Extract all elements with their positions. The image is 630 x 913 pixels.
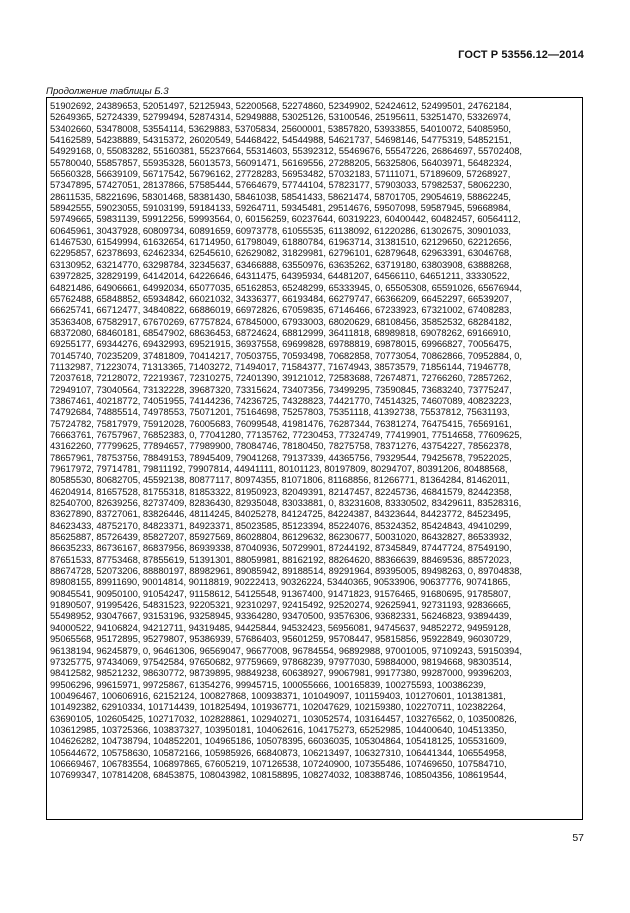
table-line: 87651533, 87753468, 87855619, 51391301, 88059981, 88162192, 88264620, 88366639, 88469536, 88572023, xyxy=(50,553,512,565)
table-line: 59749665, 59831139, 59912256, 59993564, 0, 60156259, 60237644, 60319223, 60400442, 60482457, 60564112, xyxy=(50,213,521,225)
table-line: 98412582, 98521232, 98630772, 98739895, 98849238, 60638927, 99067981, 99177380, 99287000, 99396203, xyxy=(50,667,512,679)
table-line: 52649365, 52724339, 52799494, 52874314, 52949888, 53025126, 53100546, 25195611, 53251470, 53326974, xyxy=(50,111,511,123)
table-line: 53402660, 53478008, 53554114, 53629883, 53705834, 25600001, 53857820, 53933855, 54010072, 54085950, xyxy=(50,122,511,134)
table-line: 94000522, 94106824, 94212711, 94319485, 94425844, 94532423, 56956081, 94745637, 94852272, 94959128, xyxy=(50,621,511,633)
table-line: 101492382, 62910334, 101714439, 101825494, 101936771, 102047629, 102159380, 102270711, 102382264, xyxy=(50,701,506,713)
document-standard-header: ГОСТ Р 53556.12—2014 xyxy=(458,49,584,61)
table-line: 57347895, 57427051, 28137866, 57585444, 57664679, 57744104, 57823177, 57903033, 57982537, 58062230, xyxy=(50,179,512,191)
table-line: 79617972, 79714781, 79811192, 79907814, 44941111, 80101123, 80197809, 80294707, 80391206, 80488568, xyxy=(50,463,508,474)
table-line: 95065568, 95172895, 95279807, 95386939, 57686403, 95601259, 95708447, 95815856, 95922849, 96030729, xyxy=(50,633,512,645)
table-line: 68372080, 68460181, 68547902, 68636453, 68724624, 68812999, 36411818, 68989818, 69078262, 69166910, xyxy=(50,326,511,338)
table-line: 86635233, 86736167, 86837956, 86939338, 87040936, 50729901, 87244192, 87345849, 87447724, 87549190, xyxy=(50,542,512,554)
table-line: 65762488, 65848852, 65934842, 66021032, 34336377, 66193484, 66279747, 66366209, 66452297, 66539207, xyxy=(50,292,512,304)
table-line: 89808155, 89911690, 90014814, 90118819, 90222413, 90326224, 53440365, 90533906, 90637776, 90741865, xyxy=(50,576,511,588)
table-line: 51902692, 24389653, 52051497, 52125943, 52200568, 52274860, 52349902, 52424612, 52499501, 24762184, xyxy=(50,100,512,111)
table-line: 78657961, 78753756, 78849153, 78945409, 79041268, 79137339, 44365756, 79329544, 79425678, 79522025, xyxy=(50,451,512,463)
table-line: 60645961, 30437928, 60809734, 60891659, 60973778, 61055535, 61138092, 61220286, 61302675, 30901033, xyxy=(50,224,511,236)
table-line: 97325775, 97434069, 97542584, 97650682, 97759669, 97868239, 97977030, 59884000, 98194668, 98303514, xyxy=(50,655,512,667)
table-line: 62295857, 62378693, 62462334, 62545610, 62629082, 31829981, 62796101, 62879648, 62963391, 63046768, xyxy=(50,247,512,259)
table-line: 103612985, 103725366, 103837327, 103950181, 104062616, 104175273, 65252985, 104400640, 104513350, xyxy=(50,723,507,735)
table-line: 56560328, 56639109, 56717542, 56796162, 27728283, 56953482, 57032183, 57111071, 57189609, 57268927, xyxy=(50,168,511,180)
table-line: 84623433, 48752170, 84823371, 84923371, 85023585, 85123394, 85224076, 85324352, 85424843, 49410299, xyxy=(50,519,512,531)
table-line: 73867461, 40218772, 74051955, 74144236, 74236725, 74328823, 74421770, 74514325, 74607089, 40823223, xyxy=(50,394,512,406)
table-line: 76663761, 76757967, 76852383, 0, 77041280, 77135762, 77230453, 77324749, 77419901, 77514658, 77609625, xyxy=(50,428,522,440)
table-line: 58942555, 59023055, 59103199, 59184133, 59264711, 59345481, 29514676, 59507098, 59587945, 59668984, xyxy=(50,202,511,214)
table-line: 75724782, 75817979, 75912028, 76005683, 76099548, 41981476, 76287344, 76381274, 76475415, 76569161, xyxy=(50,417,512,429)
table-line: 55498952, 93047667, 93153196, 93258945, 93364280, 93470500, 93576306, 93682331, 56246823, 93894439, xyxy=(50,610,512,622)
table-line: 80585530, 80682705, 45592138, 80877117, 80974355, 81071806, 81168856, 81266771, 81364284, 81462011, xyxy=(50,474,510,486)
table-line: 88674728, 52073206, 88880197, 88982961, 89085942, 89188514, 89291964, 89395005, 89498263, 0, 89704838, xyxy=(50,565,522,577)
table-line: 91890507, 91995426, 54831523, 92205321, 92310297, 92415492, 92520274, 92625941, 92731193, 92836665, xyxy=(50,599,511,611)
table-line: 104626282, 104738794, 104852201, 104965186, 105078395, 66036035, 105304864, 105418125, 105531609, xyxy=(50,735,507,747)
table-line: 85625887, 85726439, 85827207, 85927569, 86028804, 86129632, 86230677, 50031020, 86432827, 86533932, xyxy=(50,531,512,543)
table-line: 90845541, 90950100, 91054247, 91158612, 54125548, 91367400, 91471823, 91576465, 91680695, 91785807, xyxy=(50,587,511,599)
table-line: 106669467, 106783554, 106897865, 67605219, 107126538, 107240900, 107355486, 107469650, 107584710, xyxy=(50,757,507,769)
table-line: 35363408, 67582917, 67670269, 67757824, 67845000, 67933003, 68020629, 68108456, 35852532, 68284182, xyxy=(50,315,512,327)
table-line: 105644672, 105758630, 105872166, 105985926, 66840873, 106213497, 106327310, 106441344, 106554958, xyxy=(50,746,507,758)
table-line: 72949107, 73040564, 73132228, 39687320, 73315624, 73407356, 73499295, 73590845, 73683240, 73775247, xyxy=(50,383,512,395)
table-line: 66625741, 66712477, 34840822, 66886019, 66972826, 67059835, 67146466, 67233923, 67321002, 67408283, xyxy=(50,304,512,316)
table-line: 107699347, 107814208, 68453875, 108043982, 108158895, 108274032, 108388746, 108504356, 108619544, xyxy=(50,769,507,781)
table-line: 71132987, 71223074, 71313365, 71403272, 71494017, 71584377, 71674943, 38573579, 71856144, 71946778, xyxy=(50,360,511,372)
table-line: 54929168, 0, 55083282, 55160381, 55237664, 55314603, 55392312, 55469676, 55547226, 26864697, 55702408, xyxy=(50,145,522,157)
table-line: 64821486, 64906661, 64992034, 65077035, 65162853, 65248299, 65333945, 0, 65505308, 65591026, 65676944, xyxy=(50,281,522,293)
table-line: 82540700, 82639256, 82737409, 82836430, 82935048, 83033881, 0, 83231608, 83330502, 83429611, 83528316, xyxy=(50,497,522,509)
table-line: 61467530, 61549994, 61632654, 61714950, 61798049, 61880784, 61963714, 31381510, 62129650, 62212656, xyxy=(50,236,512,248)
table-line: 43162260, 77799625, 77894657, 77989900, 78084746, 78180450, 78275758, 78371276, 43754227, 78562378, xyxy=(50,440,512,452)
table-line: 63972825, 32829199, 64142014, 64226646, 64311475, 64395934, 64481207, 64566110, 64651211, 33330522, xyxy=(50,270,510,282)
table-continuation-caption: Продолжение таблицы Б.3 xyxy=(46,86,169,97)
table-line: 70145740, 70235209, 37481809, 70414217, 70503755, 70593498, 70682858, 70773054, 70862866, 70952884, 0, xyxy=(50,349,522,361)
table-line: 54162589, 54238889, 54315372, 26020549, 54468422, 54544988, 54621737, 54698146, 54775319, 54852151, xyxy=(50,134,512,146)
table-line: 83627890, 83727061, 83826446, 48114245, 84025278, 84124725, 84224387, 84323644, 84423772, 84523495, xyxy=(50,508,511,520)
table-line: 69255177, 69344276, 69432993, 69521915, 36937558, 69699828, 69788819, 69878015, 69966827, 70056475, xyxy=(50,338,512,350)
table-line: 74792684, 74885514, 74978553, 75071201, 75164698, 75257803, 75351118, 41392738, 75537812, 75631193, xyxy=(50,406,510,418)
page-number: 57 xyxy=(572,832,584,844)
table-line: 63690105, 102605425, 102717032, 102828861, 102940271, 103052574, 103164457, 103276562, 0, 103500826, xyxy=(50,712,517,724)
table-body xyxy=(50,100,580,781)
table-line: 46204914, 81657528, 81755318, 81853322, 81950923, 82049391, 82147457, 82245736, 46841579, 82442358, xyxy=(50,485,512,497)
table-line: 28611535, 58221696, 58301468, 58381430, 58461038, 58541433, 58621474, 58701705, 29054619, 58862245, xyxy=(50,190,511,202)
table-line: 100496467, 100606916, 62152124, 100827868, 100938371, 101049097, 101159403, 101270601, 101381381, xyxy=(50,689,506,701)
table-line: 63130952, 63214770, 63298784, 32345637, 63466888, 63550976, 63635262, 63719180, 63803908, 63888268, xyxy=(50,258,512,270)
table-line: 55780040, 55857857, 55935328, 56013573, 56091471, 56169556, 27288205, 56325806, 56403971, 56482324, xyxy=(50,156,512,168)
table-line: 72037618, 72128072, 72219367, 72310275, 72401390, 39121012, 72583688, 72674871, 72766260, 72857262, xyxy=(50,372,512,384)
table-line: 99506296, 99615971, 99725867, 61354276, 99945715, 100055666, 100165839, 100275593, 100386239, xyxy=(50,678,486,690)
table-line: 96138194, 96245879, 0, 96461306, 96569047, 96677008, 96784554, 96892988, 97001005, 97109243, 59150394, xyxy=(50,644,522,656)
